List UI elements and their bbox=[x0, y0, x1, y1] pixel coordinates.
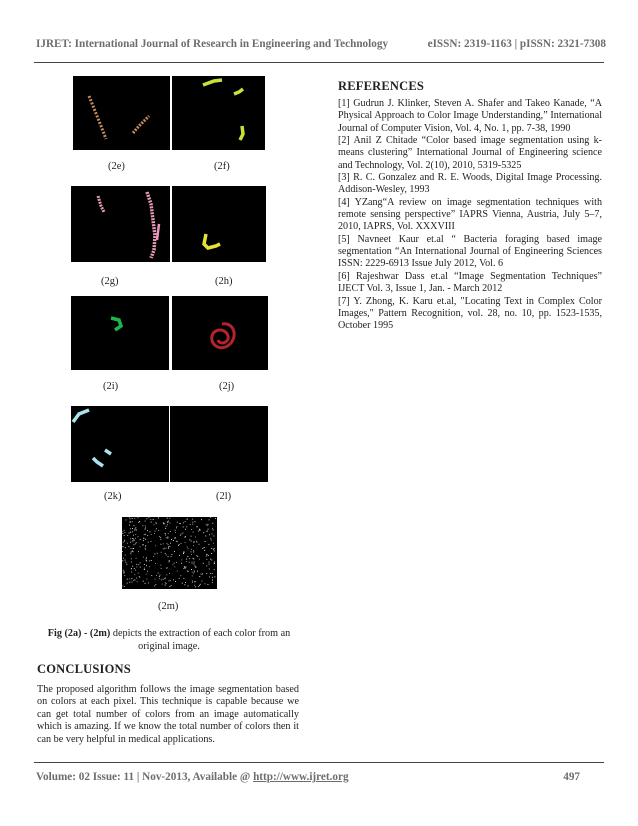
reference-item: [7] Y. Zhong, K. Karu et.al, "Locating Text in Complex Color Images," Pattern Recognition, vol. 28, no. 10, pp. 1523-1535, October 1995 bbox=[338, 295, 602, 332]
references-heading: REFERENCES bbox=[338, 79, 425, 93]
conclusions-heading: CONCLUSIONS bbox=[37, 662, 131, 676]
figure-2l bbox=[170, 406, 268, 482]
page-footer bbox=[36, 771, 606, 783]
label-2j: (2j) bbox=[219, 381, 235, 392]
footer-rule bbox=[34, 762, 604, 763]
label-2h: (2h) bbox=[215, 276, 233, 287]
header-rule bbox=[34, 62, 604, 63]
journal-link[interactable]: http://www.ijret.org bbox=[253, 771, 349, 783]
figure-caption bbox=[38, 627, 300, 653]
label-2k: (2k) bbox=[104, 491, 122, 502]
reference-item: [3] R. C. Gonzalez and R. E. Woods, Digital Image Processing. Addison-Wesley, 1993 bbox=[338, 172, 602, 196]
label-2e: (2e) bbox=[108, 161, 125, 172]
journal-title: IJRET: International Journal of Research in Engineering and Technology bbox=[36, 38, 389, 50]
references-list bbox=[338, 98, 602, 333]
page-header bbox=[36, 38, 606, 50]
figure-2g bbox=[71, 186, 170, 262]
label-2l: (2l) bbox=[216, 491, 232, 502]
issn: eISSN: 2319-1163 | pISSN: 2321-7308 bbox=[427, 38, 606, 50]
figure-2f bbox=[172, 76, 265, 150]
figure-2h bbox=[172, 186, 266, 262]
label-2m: (2m) bbox=[158, 601, 179, 612]
figure-2j bbox=[172, 296, 268, 370]
reference-item: [1] Gudrun J. Klinker, Steven A. Shafer and Takeo Kanade, “A Physical Approach to Color Image Understanding,” International Journal of Computer Vision, Vol. 4, No. 1, pp. 7-38, 1990 bbox=[338, 98, 602, 134]
label-2g: (2g) bbox=[101, 276, 119, 287]
figure-2k bbox=[71, 406, 169, 482]
figure-2m bbox=[122, 517, 217, 589]
page-number: 497 bbox=[563, 771, 580, 783]
figure-2i bbox=[71, 296, 169, 370]
reference-item: [2] Anil Z Chitade “Color based image segmentation using k-means clustering” International Journal of Engineering science and Technology, Vol. 2(10), 2010, 5319-5325 bbox=[338, 135, 602, 171]
conclusions-text: The proposed algorithm follows the image segmentation based on colors at each pixel. This technique is capable because we can get total number of colors from an image automatically which is amazing. If we know the total number of colors then it can be very helpful in medical applications. bbox=[37, 684, 299, 745]
caption-text: depicts the extraction of each color from an original image. bbox=[110, 628, 291, 652]
footer-volume: Volume: 02 Issue: 11 | Nov-2013, Available @ bbox=[36, 771, 254, 783]
label-2i: (2i) bbox=[103, 381, 119, 392]
reference-item: [4] YZang“A review on image segmentation techniques with remote sensing perspective” IAPRS Vienna, Austria, July 5–7, 2010, IAPRS, Vol. XXXVIII bbox=[338, 196, 602, 233]
caption-bold: Fig (2a) - (2m) bbox=[47, 628, 111, 639]
figure-2e bbox=[73, 76, 170, 150]
reference-item: [5] Navneet Kaur et.al “ Bacteria foraging based image segmentation “An International Journal of Engineering Sciences ISSN: 2229-6913 Issue July 2012, Vol. 6 bbox=[338, 233, 602, 270]
label-2f: (2f) bbox=[214, 161, 230, 172]
reference-item: [6] Rajeshwar Dass et.al “Image Segmentation Techniques” IJECT Vol. 3, Issue 1, Jan. - March 2012 bbox=[338, 270, 602, 295]
